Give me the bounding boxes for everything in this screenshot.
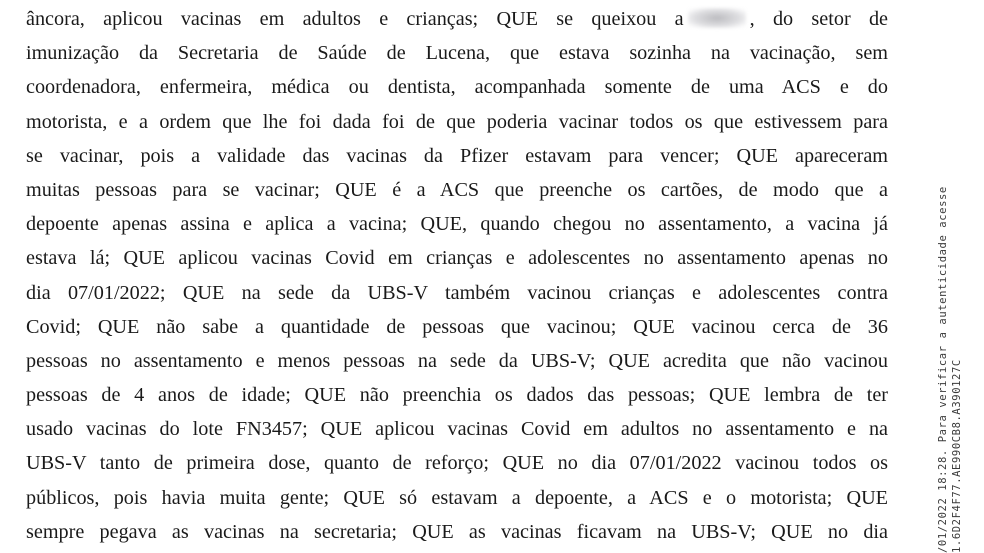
document-line-1 [26, 4, 888, 38]
authentication-stamp-line-2: 1.6D2F4F77.AE990CB8.A390127C [951, 359, 963, 553]
authentication-stamp-line-1: /01/2022 18:28. Para verificar a autenticidade acesse [937, 186, 949, 553]
authentication-stamp [936, 63, 964, 553]
document-line-15: públicos, pois havia muita gente; QUE só estavam a depoente, a ACS e o motorista; QUE [26, 486, 888, 509]
document-line-3: coordenadora, enfermeira, médica ou dentista, acompanhada somente de uma ACS e do [26, 76, 888, 99]
document-line-9: dia 07/01/2022; QUE na sede da UBS-V também vacinou crianças e adolescentes contra [26, 281, 888, 304]
document-line-12: pessoas de 4 anos de idade; QUE não preenchia os dados das pessoas; QUE lembra de ter [26, 384, 888, 407]
document-line-16: sempre pegava as vacinas na secretaria; QUE as vacinas ficavam na UBS-V; QUE no dia [26, 520, 888, 543]
redacted-name [688, 8, 746, 28]
line-1-text-end: , do setor de [749, 8, 889, 30]
line-1-text-start: âncora, aplicou vacinas em adultos e crianças; QUE se queixou a [26, 8, 684, 30]
document-line-2: imunização da Secretaria de Saúde de Lucena, que estava sozinha na vacinação, sem [26, 42, 888, 65]
document-line-5: se vacinar, pois a validade das vacinas da Pfizer estavam para vencer; QUE apareceram [26, 144, 888, 167]
document-line-10: Covid; QUE não sabe a quantidade de pessoas que vacinou; QUE vacinou cerca de 36 [26, 315, 888, 338]
document-line-6: muitas pessoas para se vacinar; QUE é a ACS que preenche os cartões, de modo que a [26, 178, 888, 201]
document-line-14: UBS-V tanto de primeira dose, quanto de reforço; QUE no dia 07/01/2022 vacinou todos os [26, 452, 888, 475]
document-line-8: estava lá; QUE aplicou vacinas Covid em crianças e adolescentes no assentamento apenas no [26, 247, 888, 270]
document-line-13: usado vacinas do lote FN3457; QUE aplicou vacinas Covid em adultos no assentamento e na [26, 418, 888, 441]
document-line-11: pessoas no assentamento e menos pessoas na sede da UBS-V; QUE acredita que não vacinou [26, 349, 888, 372]
document-line-4: motorista, e a ordem que lhe foi dada foi de que poderia vacinar todos os que estivessem para [26, 110, 888, 133]
document-line-7: depoente apenas assina e aplica a vacina; QUE, quando chegou no assentamento, a vacina já [26, 213, 888, 236]
document-body [26, 4, 888, 551]
